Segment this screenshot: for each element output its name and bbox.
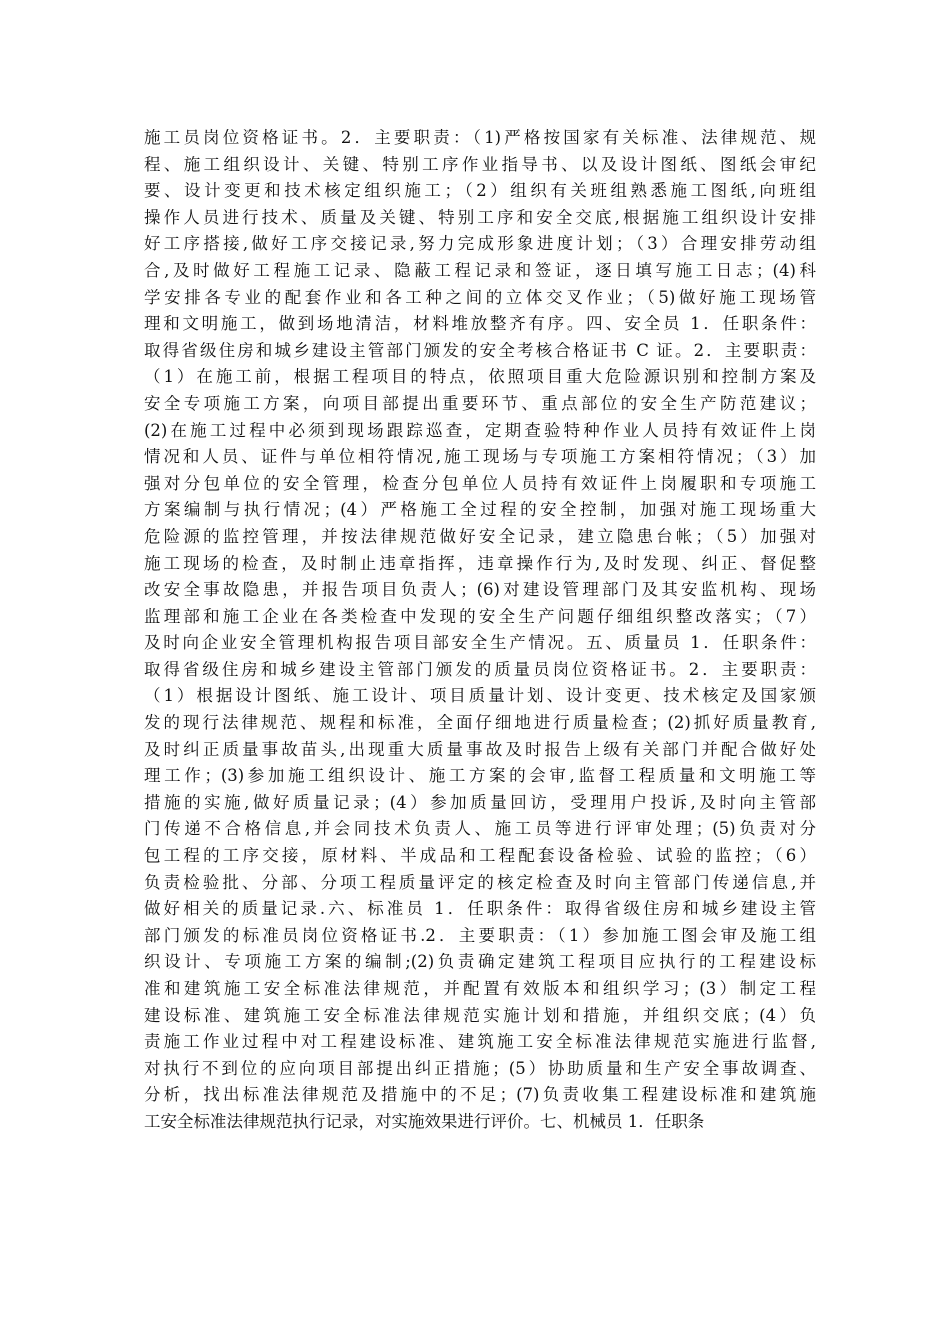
text-line: 施工员岗位资格证书。2．主要职责：（1)严格按国家有关标准、法律规范、规 xyxy=(144,128,816,147)
text-line: 学安排各专业的配套作业和各工种之间的立体交叉作业；（5)做好施工现场管 xyxy=(144,287,816,307)
text-line: 做好相关的质量记录.六、标准员 1．任职条件：取得省级住房和城乡建设主管 xyxy=(144,899,816,919)
text-line: 要、设计变更和技术核定组织施工；（2）组织有关班组熟悉施工图纸,向班组 xyxy=(144,181,816,201)
text-line: 对执行不到位的应向项目部提出纠正措施；(5）协助质量和生产安全事故调查、 xyxy=(144,1058,816,1078)
text-line: 操作人员进行技术、质量及关键、特别工序和安全交底,根据施工组织设计安排 xyxy=(144,207,816,227)
text-line: 好工序搭接,做好工序交接记录,努力完成形象进度计划；（3）合理安排劳动组 xyxy=(144,234,816,254)
text-line: 准和建筑施工安全标准法律规范，并配置有效版本和组织学习；(3）制定工程 xyxy=(144,979,816,998)
text-line: 发的现行法律规范、规程和标准，全面仔细地进行质量检查；(2)抓好质量教育, xyxy=(144,713,816,733)
text-line: （1）在施工前，根据工程项目的特点，依照项目重大危险源识别和控制方案及 xyxy=(144,367,816,387)
text-line: 及时向企业安全管理机构报告项目部安全生产情况。五、质量员 1．任职条件： xyxy=(144,633,816,653)
text-line: 情况和人员、证件与单位相符情况,施工现场与专项施工方案相符情况；（3）加 xyxy=(144,447,816,467)
text-line: （1）根据设计图纸、施工设计、项目质量计划、设计变更、技术核定及国家颁 xyxy=(144,686,816,706)
text-line: 包工程的工序交接，原材料、半成品和工程配套设备检验、试验的监控；（6） xyxy=(144,846,816,866)
text-line: 措施的实施,做好质量记录；(4）参加质量回访，受理用户投诉,及时向主管部 xyxy=(144,792,816,812)
text-line: 门传递不合格信息,并会同技术负责人、施工员等进行评审处理；(5)负责对分 xyxy=(144,819,816,839)
text-line: 安全专项施工方案，向项目部提出重要环节、重点部位的安全生产防范建议； xyxy=(144,393,816,413)
text-line: 理工作；(3)参加施工组织设计、施工方案的会审,监督工程质量和文明施工等 xyxy=(144,766,816,786)
text-line: 取得省级住房和城乡建设主管部门颁发的质量员岗位资格证书。2．主要职责： xyxy=(144,659,816,679)
text-line: 施工现场的检查，及时制止违章指挥，违章操作行为,及时发现、纠正、督促整 xyxy=(144,553,816,573)
text-line: 改安全事故隐患，并报告项目负责人；(6)对建设管理部门及其安监机构、现场 xyxy=(144,580,816,600)
text-line: 取得省级住房和城乡建设主管部门颁发的安全考核合格证书 C 证。2．主要职责： xyxy=(144,340,816,360)
text-line: 监理部和施工企业在各类检查中发现的安全生产问题仔细组织整改落实；（7） xyxy=(144,606,816,626)
text-line: (2)在施工过程中必须到现场跟踪巡查，定期查验特种作业人员持有效证件上岗 xyxy=(144,420,816,440)
text-line: 程、施工组织设计、关键、特别工序作业指导书、以及设计图纸、图纸会审纪 xyxy=(144,154,816,174)
text-line: 责施工作业过程中对工程建设标准、建筑施工安全标准法律规范实施进行监督, xyxy=(144,1032,816,1052)
text-line: 及时纠正质量事故苗头,出现重大质量事故及时报告上级有关部门并配合做好处 xyxy=(144,739,816,759)
text-line: 合,及时做好工程施工记录、隐蔽工程记录和签证，逐日填写施工日志；(4)科 xyxy=(144,260,816,280)
text-line: 负责检验批、分部、分项工程质量评定的核定检查及时向主管部门传递信息,并 xyxy=(144,872,816,892)
text-line: 织设计、专项施工方案的编制;(2)负责确定建筑工程项目应执行的工程建设标 xyxy=(144,952,816,972)
text-line: 分析，找出标准法律规范及措施中的不足；(7)负责收集工程建设标准和建筑施 xyxy=(144,1085,816,1105)
text-line: 危险源的监控管理，并按法律规范做好安全记录，建立隐患台帐；（5）加强对 xyxy=(144,526,816,546)
text-line: 方案编制与执行情况；(4）严格施工全过程的安全控制，加强对施工现场重大 xyxy=(144,500,816,520)
text-line: 强对分包单位的安全管理，检查分包单位人员持有效证件上岗履职和专项施工 xyxy=(144,473,816,493)
text-line: 建设标准、建筑施工安全标准法律规范实施计划和措施，并组织交底；(4）负 xyxy=(144,1005,816,1025)
text-line: 理和文明施工，做到场地清洁，材料堆放整齐有序。四、安全员 1．任职条件： xyxy=(144,314,816,334)
text-line: 部门颁发的标准员岗位资格证书.2．主要职责：（1）参加施工图会审及施工组 xyxy=(144,925,816,945)
text-line: 工安全标准法律规范执行记录，对实施效果进行评价。七、机械员 1．任职条 xyxy=(144,1111,705,1131)
body-text xyxy=(144,125,816,1136)
